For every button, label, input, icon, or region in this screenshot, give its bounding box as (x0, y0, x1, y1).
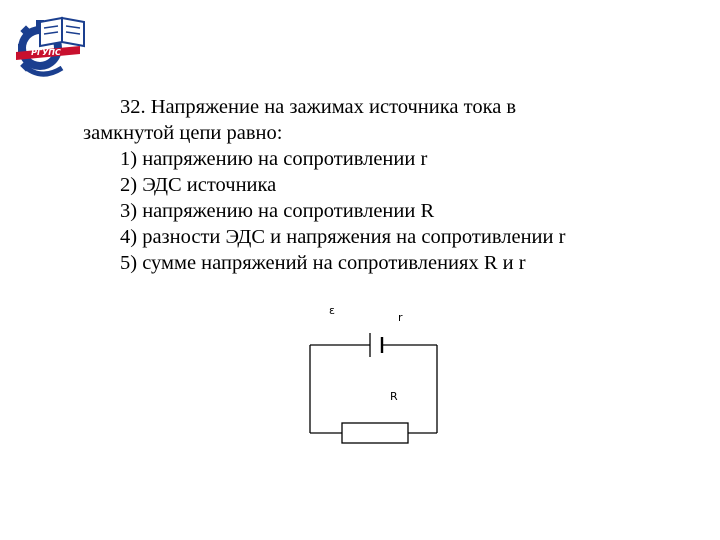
question-stem-line-2: замкнутой цепи равно: (83, 122, 283, 144)
answer-option-4: 4) разности ЭДС и напряжения на сопротивлении r (120, 226, 566, 248)
internal-resistance-label: r (398, 311, 403, 324)
university-logo (10, 12, 90, 84)
answer-option-1: 1) напряжению на сопротивлении r (120, 148, 428, 170)
question-block (83, 94, 703, 276)
emf-label: ε (329, 304, 335, 317)
answer-option-3: 3) напряжению на сопротивлении R (120, 200, 435, 222)
question-stem-line-1: 32. Напряжение на зажимах источника тока в (120, 96, 517, 118)
answer-option-2: 2) ЭДС источника (120, 174, 277, 196)
circuit-diagram (300, 300, 450, 450)
circuit-wires (310, 345, 437, 433)
logo-text: РГУПС (31, 48, 61, 57)
book-icon (40, 18, 84, 46)
load-resistor (342, 423, 408, 443)
answer-option-5: 5) сумме напряжений на сопротивлениях R и r (120, 252, 526, 274)
load-resistance-label: R (390, 390, 398, 403)
